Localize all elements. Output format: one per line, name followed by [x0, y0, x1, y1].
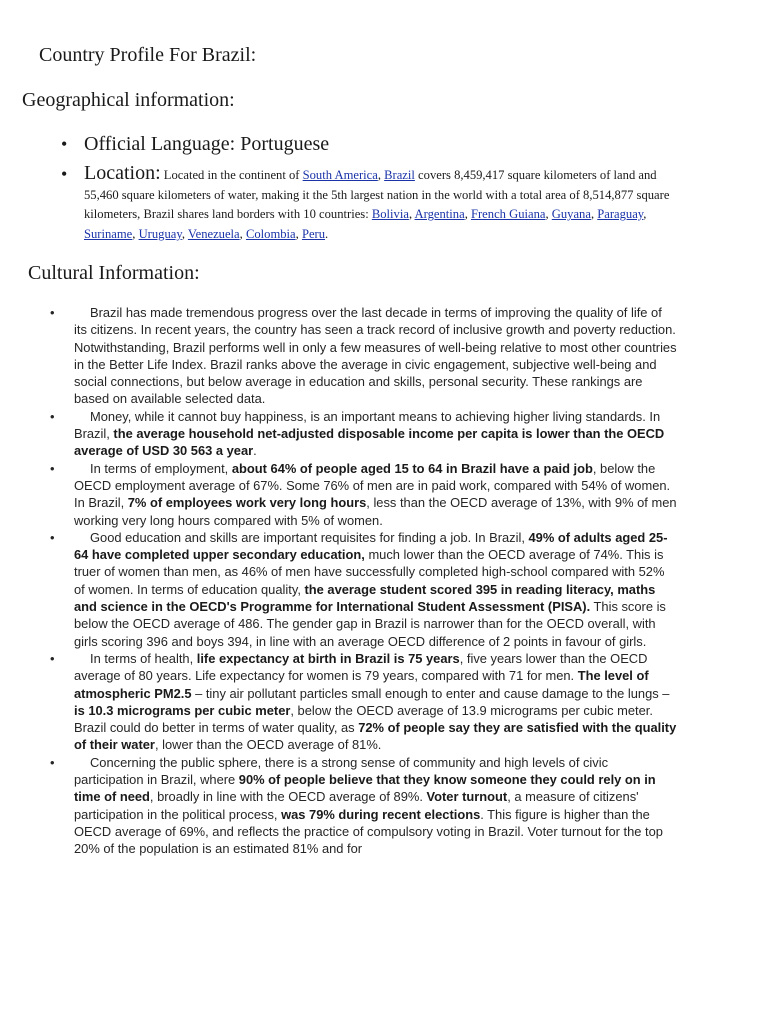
location-text-segment: , — [545, 207, 552, 222]
paragraph-text: This score is below the OECD average of 486. The gender gap in Brazil is narrower than for the OECD overall, with girls scoring 396 and boys 394, in line with an average OECD difference of 2 points in favour of girls. — [74, 599, 666, 649]
bullet-icon: • — [50, 529, 55, 545]
paragraph-text: , broadly in line with the OECD average of 89%. — [149, 789, 427, 805]
highlighted-fact: 72% of people say they are satisfied with the quality of their water — [74, 720, 677, 753]
language-text: Official Language: Portuguese — [84, 133, 330, 155]
paragraph-text: Concerning the public sphere, there is a strong sense of community and high levels of civic participation in Brazil, where — [74, 754, 609, 788]
location-text-segment: , — [464, 207, 471, 222]
country-link[interactable]: Paraguay — [597, 207, 644, 222]
paragraph-text: – tiny air pollutant particles small enough to enter and cause damage to the lungs – — [191, 685, 670, 701]
paragraph-text: much lower than the OECD average of 74%. This is truer of women than men, as 46% of men have successfully completed high-school compared with 52% of women. In terms of education quality, — [74, 547, 665, 597]
location-label: Location: — [84, 162, 161, 184]
highlighted-fact: life expectancy at birth in Brazil is 75 years — [196, 650, 460, 666]
cultural-item — [0, 304, 678, 408]
location-text-segment: . — [325, 226, 329, 241]
location-text-segment: covers 8,459,417 square kilometers of land and 55,460 square kilometers of water, making it the 5th largest nation in the world with a total area of 8,514,877 square kilometers, Brazil shares land borders with 10 countries: — [84, 168, 670, 222]
location-item — [0, 161, 684, 244]
paragraph-text: In terms of employment, — [90, 460, 232, 476]
bullet-icon: • — [50, 754, 55, 770]
bullet-icon: • — [50, 408, 55, 424]
cultural-list — [0, 304, 768, 858]
bullet-icon: • — [61, 134, 68, 154]
paragraph-text: Brazil has made tremendous progress over the last decade in terms of improving the quality of life of its citizens. In recent years, the country has seen a track record of inclusive growth and poverty reduction. Notwithstanding, Brazil performs well in only a few measures of well-being relative to most other countries in the Better Life Index. Brazil ranks above the average in civic engagement, subjective well-being and social connections, but below average in education and skills, personal security. These rankings are based on available selected data. — [74, 305, 677, 407]
location-text-segment: Located in the continent of — [160, 168, 303, 182]
paragraph-text: Good education and skills are important requisites for finding a job. In Brazil, — [90, 529, 529, 545]
bullet-icon: • — [50, 305, 55, 320]
location-text-segment: , — [590, 207, 598, 222]
location-text-segment: , — [181, 226, 188, 241]
location-text-segment: , — [239, 226, 246, 241]
bullet-icon: • — [61, 164, 68, 184]
geographical-list — [0, 131, 768, 244]
cultural-item — [0, 650, 678, 754]
location-text-segment: , — [643, 207, 647, 222]
location-text — [84, 168, 669, 241]
paragraph-text: , a measure of citizens' participation in the political process, — [74, 789, 639, 822]
location-text-segment: , — [295, 226, 302, 241]
geographical-heading: Geographical information: — [22, 89, 235, 111]
highlighted-fact: was 79% during recent elections — [281, 806, 481, 822]
country-link[interactable]: Bolivia — [371, 207, 409, 222]
country-link[interactable]: Uruguay — [138, 226, 182, 241]
cultural-heading: Cultural Information: — [28, 262, 200, 284]
country-link[interactable]: South America — [302, 168, 378, 182]
highlighted-fact: Voter turnout — [426, 789, 508, 805]
paragraph-text: , five years lower than the OECD average of 80 years. Life expectancy for women is 79 years, compared with 71 for men. — [74, 650, 648, 684]
paragraph-text: , below the OECD employment average of 67%. Some 76% of men are in paid work, compared with 54% of women. In Brazil, — [74, 460, 671, 511]
country-link[interactable]: Argentina — [414, 207, 465, 222]
paragraph-text: . — [253, 443, 257, 459]
bullet-icon: • — [50, 650, 55, 666]
paragraph-text: . This figure is higher than the OECD average of 69%, and reflects the practice of compulsory voting in Brazil. Voter turnout for the top 20% of the population is an estimated 81% and for — [74, 806, 663, 857]
cultural-item — [0, 460, 678, 529]
country-link[interactable]: Guyana — [551, 207, 591, 222]
paragraph-text: , below the OECD average of 13.9 micrograms per cubic meter. Brazil could do better in terms of water quality, as — [74, 702, 653, 736]
country-link[interactable]: Colombia — [245, 226, 296, 241]
country-link[interactable]: Venezuela — [187, 226, 240, 241]
paragraph-text: Money, while it cannot buy happiness, is an important means to achieving higher living standards. In Brazil, — [74, 408, 661, 442]
location-text-segment: , — [377, 168, 385, 182]
paragraph-text: , lower than the OECD average of 81%. — [154, 737, 382, 753]
country-link[interactable]: Suriname — [84, 226, 133, 241]
country-link[interactable]: French Guiana — [470, 207, 546, 222]
location-text-segment: , — [132, 226, 139, 241]
bullet-icon: • — [50, 460, 55, 476]
highlighted-fact: the average student scored 395 in reading literacy, maths and science in the OECD's Programme for International Student Assessment (PISA). — [74, 581, 656, 615]
paragraph-text: In terms of health, — [90, 650, 197, 666]
country-link[interactable]: Peru — [301, 226, 326, 241]
highlighted-fact: 49% of adults aged 25-64 have completed upper secondary education, — [74, 529, 668, 563]
paragraph-text: , less than the OECD average of 13%, with 9% of men working very long hours compared with 5% of women. — [74, 495, 677, 528]
cultural-item — [0, 408, 678, 460]
cultural-item — [0, 529, 678, 650]
highlighted-fact: 90% of people believe that they know someone they could rely on in time of need — [74, 772, 656, 805]
language-item — [0, 131, 768, 157]
location-text-segment: , — [408, 207, 415, 222]
cultural-item — [0, 754, 678, 858]
highlighted-fact: the average household net-adjusted disposable income per capita is lower than the OECD average of USD 30 563 a year — [74, 426, 665, 459]
highlighted-fact: The level of atmospheric PM2.5 — [74, 668, 649, 701]
country-link[interactable]: Brazil — [384, 168, 415, 182]
highlighted-fact: is 10.3 micrograms per cubic meter — [74, 702, 291, 718]
highlighted-fact: 7% of employees work very long hours — [127, 495, 367, 511]
page-title: Country Profile For Brazil: — [39, 44, 257, 66]
highlighted-fact: about 64% of people aged 15 to 64 in Brazil have a paid job — [231, 460, 593, 476]
